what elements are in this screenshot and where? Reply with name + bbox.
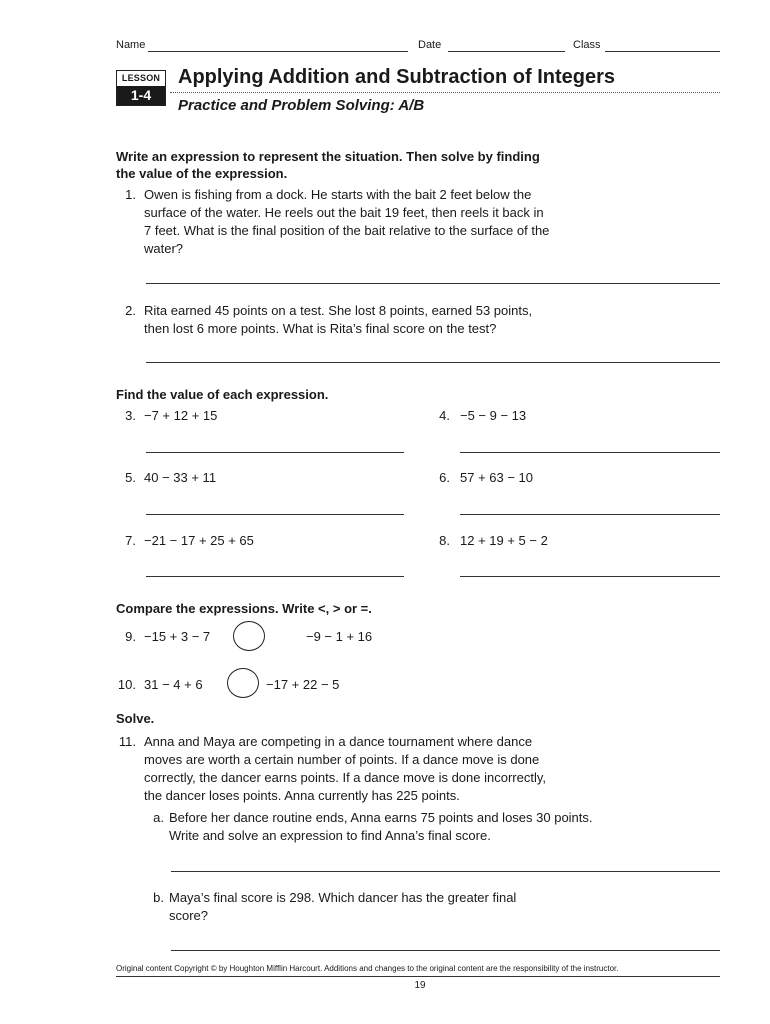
compare-9-right: −9 − 1 + 16 [306, 629, 373, 644]
question-11a-letter: a. [153, 810, 164, 825]
answer-line-5[interactable] [146, 514, 404, 515]
question-1-number: 1. [125, 187, 136, 202]
compare-9-answer-circle[interactable] [233, 621, 265, 651]
question-11-line: the dancer loses points. Anna currently has 225 points. [144, 788, 460, 803]
question-2-number: 2. [125, 303, 136, 318]
problem-7-expression: −21 − 17 + 25 + 65 [144, 533, 254, 548]
answer-line-11b[interactable] [171, 950, 720, 951]
page-subtitle: Practice and Problem Solving: A/B [178, 97, 425, 114]
class-field[interactable] [605, 51, 720, 52]
date-field[interactable] [448, 51, 565, 52]
question-11a-line: Write and solve an expression to find Anna’s final score. [169, 828, 491, 843]
compare-10-answer-circle[interactable] [227, 668, 259, 698]
compare-10-left: 31 − 4 + 6 [144, 677, 203, 692]
section4-instruction: Solve. [116, 711, 155, 726]
section2-instruction: Find the value of each expression. [116, 387, 329, 402]
page-number: 19 [414, 980, 426, 991]
question-11b-line: Maya’s final score is 298. Which dancer has the greater final [169, 890, 517, 905]
date-label: Date [418, 39, 442, 51]
answer-line-2[interactable] [146, 362, 720, 363]
question-1-line: surface of the water. He reels out the bait 19 feet, then reels it back in [144, 205, 544, 220]
class-label: Class [573, 39, 601, 51]
problem-8-expression: 12 + 19 + 5 − 2 [460, 533, 548, 548]
problem-6-expression: 57 + 63 − 10 [460, 470, 534, 485]
problem-5-number: 5. [125, 470, 136, 485]
question-11b-line: score? [169, 908, 209, 923]
problem-4-expression: −5 − 9 − 13 [460, 408, 527, 423]
answer-line-8[interactable] [460, 576, 720, 577]
question-11-number: 11. [118, 734, 136, 749]
section3-instruction: Compare the expressions. Write <, > or =. [116, 601, 372, 616]
question-2-line: Rita earned 45 points on a test. She lost 8 points, earned 53 points, [144, 303, 533, 318]
problem-8-number: 8. [439, 533, 450, 548]
problem-7-number: 7. [125, 533, 136, 548]
answer-line-7[interactable] [146, 576, 404, 577]
lesson-badge [116, 70, 166, 106]
footer-divider [116, 976, 720, 977]
problem-3-expression: −7 + 12 + 15 [144, 408, 218, 423]
problem-6-number: 6. [439, 470, 450, 485]
answer-line-3[interactable] [146, 452, 404, 453]
problem-4-number: 4. [439, 408, 450, 423]
question-11b-letter: b. [153, 890, 164, 905]
lesson-badge-number: 1-4 [117, 86, 165, 105]
answer-line-1[interactable] [146, 283, 720, 284]
compare-9-number: 9. [125, 629, 136, 644]
title-divider [170, 92, 720, 93]
question-11-line: correctly, the dancer earns points. If a dance move is done incorrectly, [144, 770, 546, 785]
name-field[interactable] [148, 51, 408, 52]
question-11-line: Anna and Maya are competing in a dance tournament where dance [144, 734, 533, 749]
question-2-line: then lost 6 more points. What is Rita’s final score on the test? [144, 321, 497, 336]
compare-10-right: −17 + 22 − 5 [266, 677, 340, 692]
question-11a-line: Before her dance routine ends, Anna earns 75 points and loses 30 points. [169, 810, 593, 825]
compare-10-number: 10. [117, 677, 136, 692]
problem-3-number: 3. [125, 408, 136, 423]
question-11-line: moves are worth a certain number of points. If a dance move is done [144, 752, 540, 767]
question-1-line: 7 feet. What is the final position of the bait relative to the surface of the [144, 223, 550, 238]
answer-line-6[interactable] [460, 514, 720, 515]
page-title: Applying Addition and Subtraction of Integers [178, 66, 616, 88]
problem-5-expression: 40 − 33 + 11 [144, 470, 217, 485]
question-1-line: Owen is fishing from a dock. He starts with the bait 2 feet below the [144, 187, 532, 202]
compare-9-left: −15 + 3 − 7 [144, 629, 211, 644]
lesson-badge-label: LESSON [121, 73, 161, 83]
question-1-line: water? [144, 241, 184, 256]
section1-instruction-line1: Write an expression to represent the situation. Then solve by finding [116, 149, 540, 164]
section1-instruction-line2: the value of the expression. [116, 166, 288, 181]
name-label: Name [116, 39, 146, 51]
answer-line-11a[interactable] [171, 871, 720, 872]
copyright-notice: Original content Copyright © by Houghton Mifflin Harcourt. Additions and changes to the original content are the responsibility of the instructor. [116, 964, 619, 973]
answer-line-4[interactable] [460, 452, 720, 453]
